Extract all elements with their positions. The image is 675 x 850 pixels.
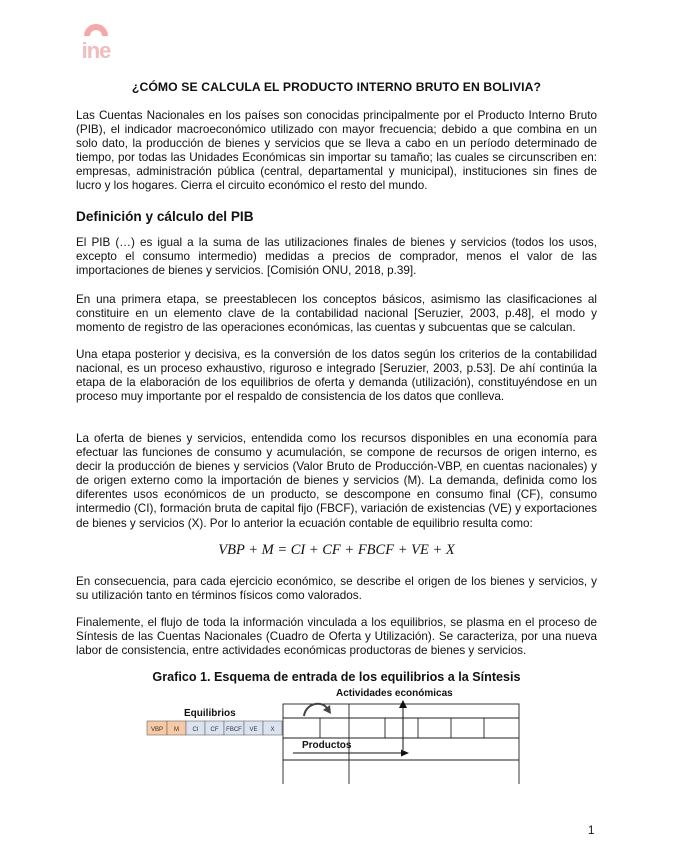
section-heading: Definición y cálculo del PIB <box>76 209 254 224</box>
paragraph-supply-demand: La oferta de bienes y servicios, entendida como los recursos disponibles en una economía para efectuar las funciones de consumo y acumulación, se compone de recursos de origen interno, es decir la producción de bienes y servicios (Valor Bruto de Producción-VBP, en cuentas nacionales) y de origen externo como la importación de bienes y servicios (M). La demanda, definida como los diferentes usos económicos de un producto, se descompone en consumo final (CF), consumo intermedio (CI), formación bruta de capital fijo (FBCF), variación de existencias (VE) y exportaciones de bienes y servicios (X). Por lo anterior la ecuación contable de equilibrio resulta como: <box>76 432 597 530</box>
equilibria-label: Equilibrios <box>184 708 236 719</box>
cell-label-m: M <box>174 727 179 733</box>
activities-arrow-icon <box>399 700 407 750</box>
products-label: Productos <box>302 740 352 751</box>
paragraph-consequence: En consecuencia, para cada ejercicio económico, se describe el origen de los bienes y servicios, y su utilización tanto en términos físicos como valorados. <box>76 575 597 603</box>
ine-logo <box>76 8 116 68</box>
paragraph-pib-definition: El PIB (…) es igual a la suma de las utilizaciones finales de bienes y servicios (todos los usos, excepto el consumo intermedio) medidas a precios de comprador, menos el valor de las importaciones de bienes y servicios. [Comisión ONU, 2018, p.39]. <box>76 236 597 278</box>
cell-label-vbp: VBP <box>150 727 164 733</box>
cell-label-ve: VE <box>249 727 258 733</box>
cell-label-ci: CI <box>192 727 199 733</box>
paragraph-synthesis: Finalemente, el flujo de toda la información vinculada a los equilibrios, se plasma en el proceso de Síntesis de las Cuentas Nacionales (Cuadro de Oferta y Utilización). Se caracteriza, por una nueva labor de consistencia, entre actividades económicas productoras de bienes y servicios. <box>76 616 597 658</box>
figure-title: Grafico 1. Esquema de entrada de los equilibrios a la Síntesis <box>152 670 521 684</box>
equilibrium-strip <box>147 721 282 735</box>
page-number: 1 <box>588 825 595 837</box>
logo-sun-icon <box>76 8 116 40</box>
page-title: ¿CÓMO SE CALCULA EL PRODUCTO INTERNO BRUTO EN BOLIVIA? <box>131 80 542 94</box>
logo-text: ine <box>81 38 111 63</box>
curved-arrow-icon <box>304 704 331 716</box>
cell-label-fbcf: FBCF <box>226 727 242 733</box>
paragraph-later-stage: Una etapa posterior y decisiva, es la conversión de los datos según los criterios de la contabilidad nacional, es un proceso exhaustivo, riguroso e integrado [Seruzier, 2003, p.53]. De ahí continúa la etapa de la elaboración de los equilibrios de oferta y demanda (utilización), constituyéndose en un proceso muy importante por el respaldo de consistencia de los datos que conlleva. <box>76 348 597 404</box>
cell-label-x: X <box>270 727 275 733</box>
intro-paragraph: Las Cuentas Nacionales en los países son conocidas principalmente por el Producto Interno Bruto (PIB), el indicador macroeconómico utilizado con mayor frecuencia; debido a que combina en un solo dato, la producción de bienes y servicios que se lleva a cabo en un período determinado de tiempo, por todas las Unidades Económicas sin importar su tamaño; las cuales se circunscriben en: empresas, administración pública (central, departamental y municipal), instituciones sin fines de lucro y los hogares. Cierra el circuito económico el resto del mundo. <box>76 109 597 193</box>
paragraph-first-stage: En una primera etapa, se preestablecen los conceptos básicos, asimismo las clasificaciones al constituire en un elemento clave de la contabilidad nacional [Seruzier, 2003, p.48], el modo y momento de registro de las operaciones económicas, las cuentas y subcuentas que se calculan. <box>76 293 597 335</box>
cell-label-cf: CF <box>210 727 219 733</box>
synthesis-diagram <box>0 684 675 784</box>
activities-label: Actividades económicas <box>336 688 453 699</box>
equilibrium-equation: VBP + M = CI + CF + FBCF + VE + X <box>218 542 455 558</box>
